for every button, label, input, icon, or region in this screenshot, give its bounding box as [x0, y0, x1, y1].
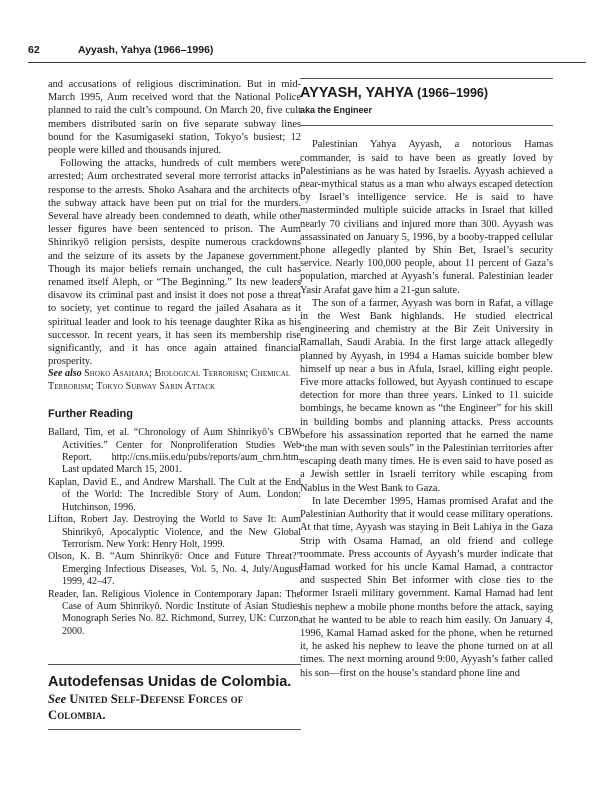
- see-also-link[interactable]: Biological Terrorism;: [154, 368, 249, 380]
- body-paragraph: Palestinian Yahya Ayyash, a notorious Hamas commander, is said to have been as greatly loved by Palestinians as he was hated by Israelis. Ayyash achieved a near-mythical status as a man who always escaped detection by Israel’s intelligence service. He is said to have masterminded multiple suicide attacks in Israel that killed nearly 70 civilians and injured more than 300. Ayyash was assassinated on January 5, 1996, by a booby-trapped cellular phone allegedly planted by Shin Bet, Israel’s security service. Nearly 100,000 people, about 11 percent of Gaza’s population, marched at Ayyash’s funeral. Palestinian leader Yasir Arafat gave him a 21-gun salute.: [300, 139, 553, 296]
- reference-item: Olson, K. B. “Aum Shinrikyō: Once and Future Threat?” Emerging Infectious Diseases, Vol. 5, No. 4, July/August 1999, 42–47.: [48, 551, 301, 588]
- entry-name: AYYASH, YAHYA: [300, 85, 414, 101]
- entry-rule-top: [48, 664, 301, 665]
- running-header: [28, 44, 586, 60]
- entry-rule-bottom: [48, 729, 301, 730]
- body-paragraph: In late December 1995, Hamas promised Arafat and the Palestinian Authority that it would cease military operations. At that time, Ayyash was staying in Beit Lahiya in the Gaza Strip with Osama Hamad, an old friend and college roommate. Press accounts of Ayyash’s murder indicate that Hamad worked for his uncle Kamal Hamad, a contractor and suspected Shin Bet informer with close ties to the former Israeli military government. Kamal Hamad had lent his nephew a mobile phone months before the attack, saying that he wanted to be able to reach him easily. On January 4, 1996, Kamal Hamad asked for the phone, when he returned it, he asked his nephew to leave the phone turned on at all times. The next morning around 9:00, Ayyash’s father called his son—first on the house’s standard phone line and: [300, 495, 553, 679]
- left-column: [48, 78, 301, 730]
- body-paragraph: Following the attacks, hundreds of cult members were arrested; Aum orchestrated several more terrorist attacks in response to the arrests. Shoko Asahara and the architects of the subway attack have been put on trial for the murders. Several have already been condemned to death, while other lesser figures have been sentenced to prison. The Aum Shinrikyō religion persists, despite numerous crackdowns and the seizure of its assets by the Japanese government. Though its major beliefs remain unchanged, the cult has renamed itself Aleph, or “The Beginning.” Its new leaders disavow its criminal past and insist it does not pose a threat to society, yet continue to regard the jailed Asahara as it spiritual leader and look to his teenage daughter Rika as his successor. In recent years, it has seen its membership rise significantly, and it has once again attained financial prosperity.: [48, 158, 301, 368]
- further-reading-title: Further Reading: [48, 408, 133, 421]
- see-also-link[interactable]: Chemical Terrorism;: [48, 368, 291, 393]
- reference-item: Lifton, Robert Jay. Destroying the World to Save It: Aum Shinrikyō, Apocalyptic Violence, and the New Global Terrorism. New York: Henry Holt, 1999.: [48, 514, 301, 550]
- see-word: See: [48, 692, 67, 707]
- cross-reference-link[interactable]: United Self-Defense Forces of Colombia.: [48, 692, 244, 723]
- page-number: 62: [28, 44, 40, 56]
- header-rule: [28, 62, 586, 63]
- reference-item: Reader, Ian. Religious Violence in Contemporary Japan: The Case of Aum Shinrikyō. Nordic Institute of Asian Studies Monograph Series No. 82. Richmond, Surrey, UK: Curzon, 2000.: [48, 588, 301, 637]
- see-also-link[interactable]: Shoko Asahara;: [84, 368, 153, 380]
- see-also-link[interactable]: Tokyo Subway Sarin Attack: [96, 381, 216, 393]
- entry-aka: aka the Engineer: [300, 105, 373, 116]
- autodefensas-cross-reference: [48, 691, 301, 723]
- autodefensas-entry-title: Autodefensas Unidas de Colombia.: [48, 674, 292, 691]
- body-paragraph: and accusations of religious discrimination. But in mid-March 1995, Aum received word that the National Police planned to raid the cult’s compound. On March 20, five cult members distributed sarin on five separate subway lines bound for the Kasumigaseki station, Tokyo’s busiest; 12 people were killed and thousands injured.: [48, 79, 301, 157]
- reference-item: Ballard, Tim, et al. “Chronology of Aum Shinrikyō’s CBW Activities.” Center for Nonproliferation Studies Web Report. http://cns.miis.edu/pubs/reports/aum_chrn.htm. Last updated March 15, 2001.: [48, 427, 301, 476]
- right-column: [300, 78, 553, 680]
- entry-years: (1966–1996): [417, 86, 489, 100]
- see-also: [48, 368, 301, 394]
- entry-rule-top: [300, 78, 553, 79]
- body-paragraph: The son of a farmer, Ayyash was born in Rafat, a village in the West Bank highlands. He studied electrical engineering and chemistry at the Bir Zeit University in Ramallah, Saudi Arabia. In the first large attack allegedly planned by Ayyash, in 1994 a Hamas suicide bomber blew himself up near a bus in Afula, Israel, killing eight people. Five more attacks followed, but Ayyash continued to escape detection for more than three years. Linked to 11 suicide bombings, he became known as “the Engineer” for his skill in building bombs and planning attacks. Press accounts before his assassination reported that he earned the name “the man with seven souls” in the Palestinian territories after escaping death many times. He is even said to have posed as a Jewish settler in Israeli territory while escaping from Nablus in the West Bank to Gaza.: [300, 297, 553, 494]
- see-also-label: See also: [48, 368, 82, 380]
- ayyash-entry-title: [300, 87, 553, 100]
- reference-item: Kaplan, David E., and Andrew Marshall. The Cult at the End of the World: The Incredible Story of Aum. London: Hutchinson, 1996.: [48, 476, 301, 513]
- entry-rule-bottom: [300, 125, 553, 126]
- running-title: Ayyash, Yahya (1966–1996): [78, 44, 214, 56]
